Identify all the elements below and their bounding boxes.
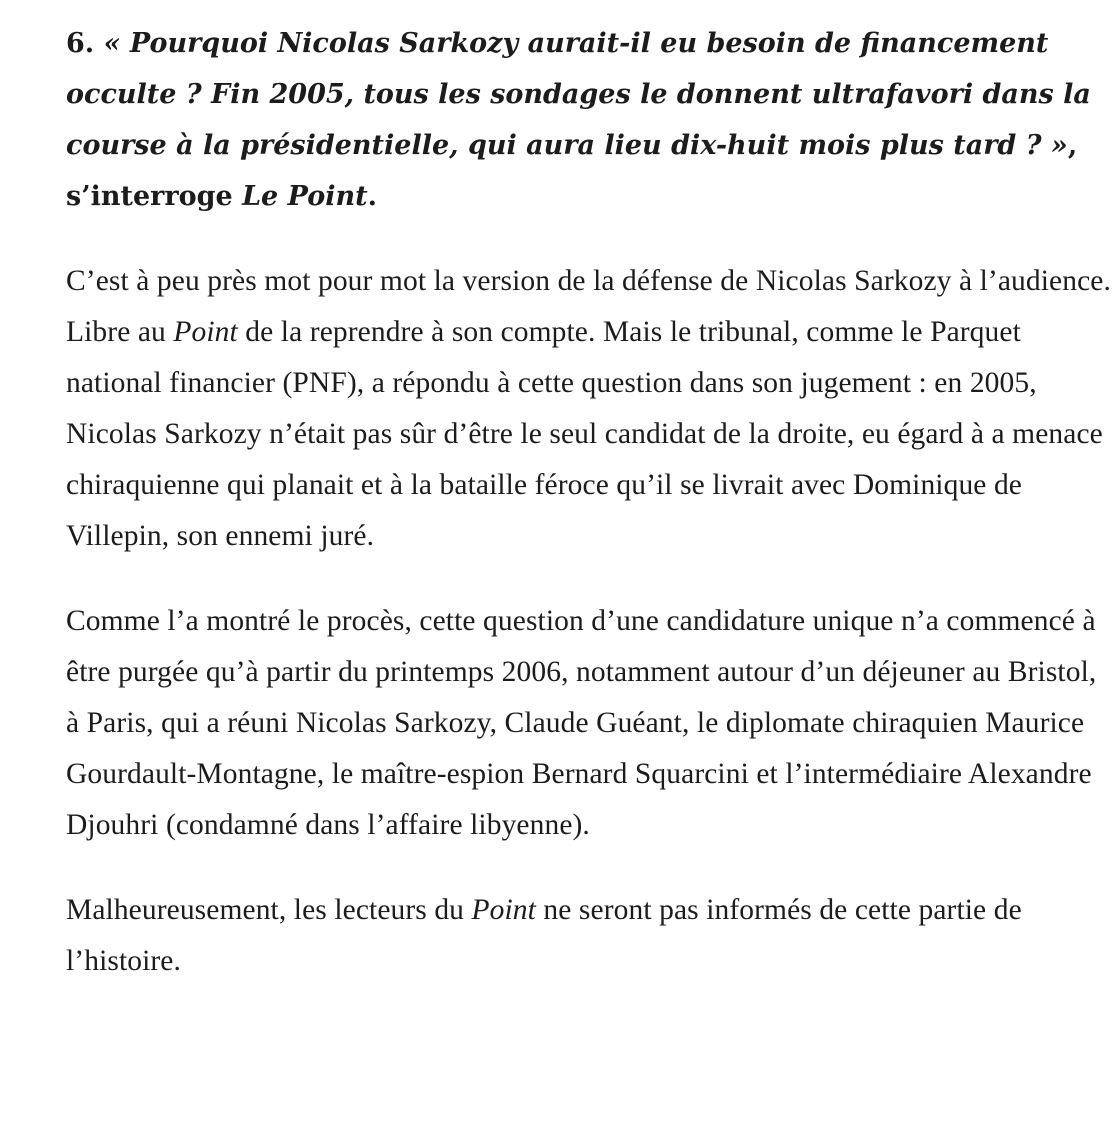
heading-attribution: , s’interroge xyxy=(66,130,1078,212)
paragraph-1 xyxy=(66,256,1111,562)
paragraph-3-emphasis: Point xyxy=(471,894,536,926)
paragraph-1-text-b: de la reprendre à son compte. Mais le tribunal, comme le Parquet national financier (PNF), a répondu à cette question dans son jugement : en 2005, Nicolas Sarkozy n’était pas sûr d’être le seul candidat de la droite, eu égard à a menace chiraquienne qui planait et à la bataille féroce qu’il se livrait avec Dominique de Villepin, son ennemi juré. xyxy=(66,316,1103,552)
paragraph-1-emphasis: Point xyxy=(173,316,238,348)
heading-quote: « Pourquoi Nicolas Sarkozy aurait-il eu besoin de financement occulte ? Fin 2005, tous les sondages le donnent ultrafavori dans la course à la présidentielle, qui aura lieu dix-huit mois plus tard ? » xyxy=(66,28,1091,161)
heading-publication: Le Point xyxy=(242,181,368,212)
paragraph-2: Comme l’a montré le procès, cette question d’une candidature unique n’a commencé à être purgée qu’à partir du printemps 2006, notamment autour d’un déjeuner au Bristol, à Paris, qui a réuni Nicolas Sarkozy, Claude Guéant, le diplomate chiraquien Maurice Gourdault-Montagne, le maître-espion Bernard Squarcini et l’intermédiaire Alexandre Djouhri (condamné dans l’affaire libyenne). xyxy=(66,605,1097,841)
article-body xyxy=(66,18,1111,1021)
numbered-heading xyxy=(66,18,1111,222)
paragraph-1-text-a: C’est à peu près mot pour mot la version de la défense de Nicolas Sarkozy à l’audience. Libre au xyxy=(66,265,1111,348)
heading-end: . xyxy=(367,181,377,212)
paragraph-3-text-b: ne seront pas informés de cette partie de l’histoire. xyxy=(66,894,1022,977)
heading-number: 6. xyxy=(66,28,95,59)
paragraph-3-text-a: Malheureusement, les lecteurs du xyxy=(66,894,472,926)
paragraph-3 xyxy=(66,885,1111,987)
